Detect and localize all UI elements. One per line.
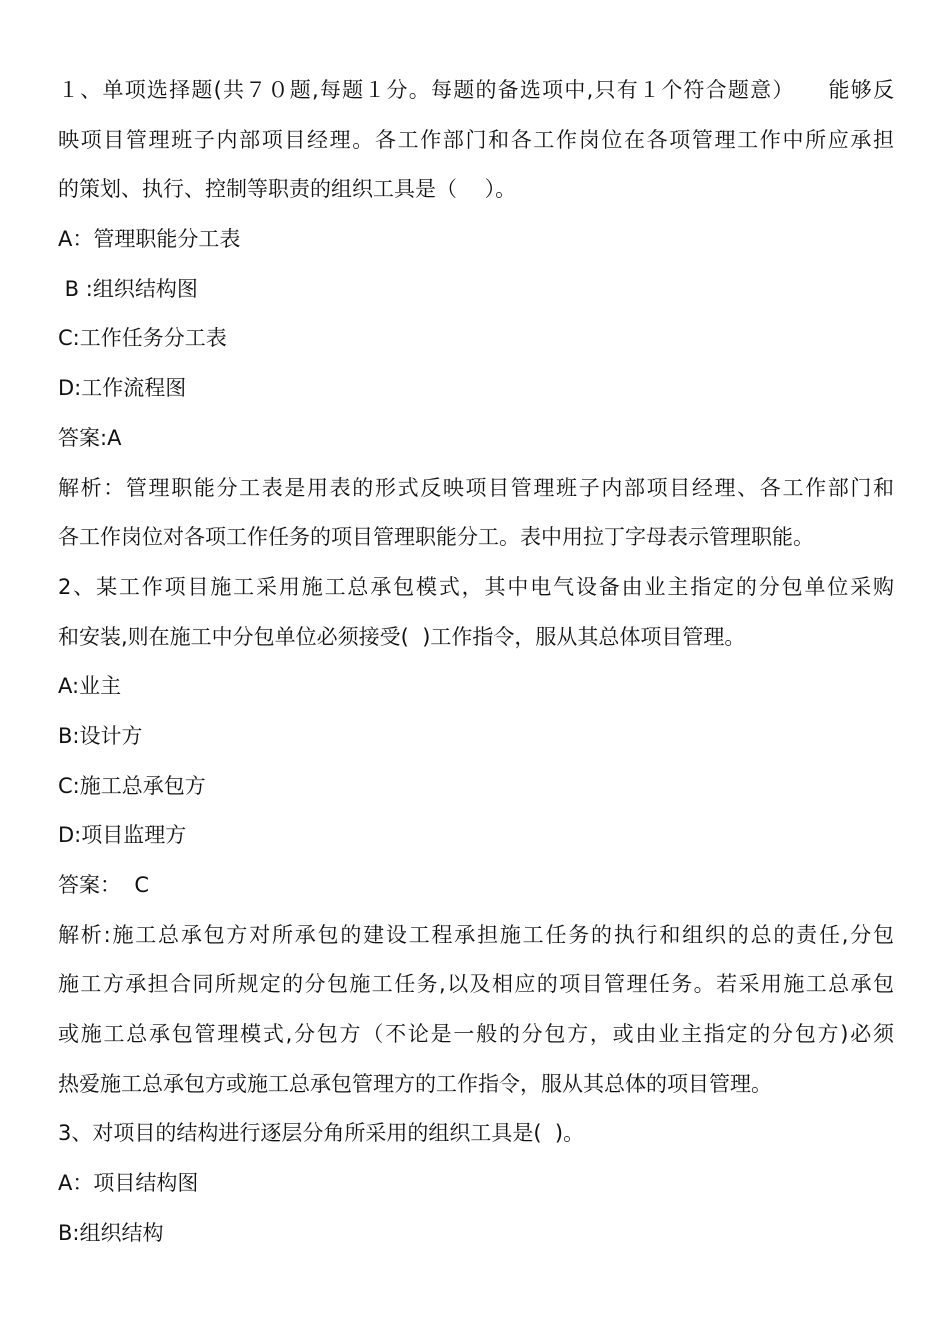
question-2-answer: 答案： C: [58, 873, 150, 897]
question-1-option-a: A：管理职能分工表: [58, 227, 241, 252]
question-1-explanation-line-1: 解析：管理职能分工表是用表的形式反映项目管理班子内部项目经理、各工作部门和: [58, 475, 894, 500]
question-2-explanation-line-3: 或施工总承包管理模式,分包方（不论是一般的分包方，或由业主指定的分包方)必须: [58, 1022, 894, 1047]
question-1-answer: 答案:A: [58, 425, 122, 450]
question-3-line-1: 3、对项目的结构进行逐层分角所采用的组织工具是( )。: [58, 1121, 585, 1146]
question-2-option-b: B:设计方: [58, 723, 143, 748]
question-1-option-b: B :组织结构图: [58, 276, 198, 301]
question-2-option-a: A:业主: [58, 674, 122, 699]
question-2-option-c: C:施工总承包方: [58, 773, 206, 798]
question-1-line-1: １、单项选择题(共７０题,每题１分。每题的备选项中,只有１个符合题意） 能够反: [58, 78, 894, 102]
question-1-line-2: 映项目管理班子内部项目经理。各工作部门和各工作岗位在各项管理工作中所应承担: [58, 127, 894, 152]
document-body: [58, 66, 894, 1259]
question-2-line-2: 和安装,则在施工中分包单位必须接受( )工作指令，服从其总体项目管理。: [58, 624, 746, 649]
question-1-explanation-line-2: 各工作岗位对各项工作任务的项目管理职能分工。表中用拉丁字母表示管理职能。: [58, 525, 814, 550]
question-1-line-3: 的策划、执行、控制等职责的组织工具是（ ）。: [58, 177, 517, 202]
question-2-explanation-line-2: 施工方承担合同所规定的分包施工任务,以及相应的项目管理任务。若采用施工总承包: [58, 972, 894, 997]
question-2-explanation-line-4: 热爱施工总承包方或施工总承包管理方的工作指令，服从其总体的项目管理。: [58, 1071, 772, 1096]
question-3-option-b: B:组织结构: [58, 1220, 164, 1245]
question-2-explanation-line-1: 解析:施工总承包方对所承包的建设工程承担施工任务的执行和组织的总的责任,分包: [58, 922, 894, 947]
question-3-option-a: A：项目结构图: [58, 1171, 199, 1196]
question-1-option-d: D:工作流程图: [58, 376, 187, 401]
question-2-line-1: 2、某工作项目施工采用施工总承包模式，其中电气设备由业主指定的分包单位采购: [58, 574, 894, 599]
question-1-option-c: C:工作任务分工表: [58, 326, 227, 351]
question-2-option-d: D:项目监理方: [58, 823, 187, 848]
